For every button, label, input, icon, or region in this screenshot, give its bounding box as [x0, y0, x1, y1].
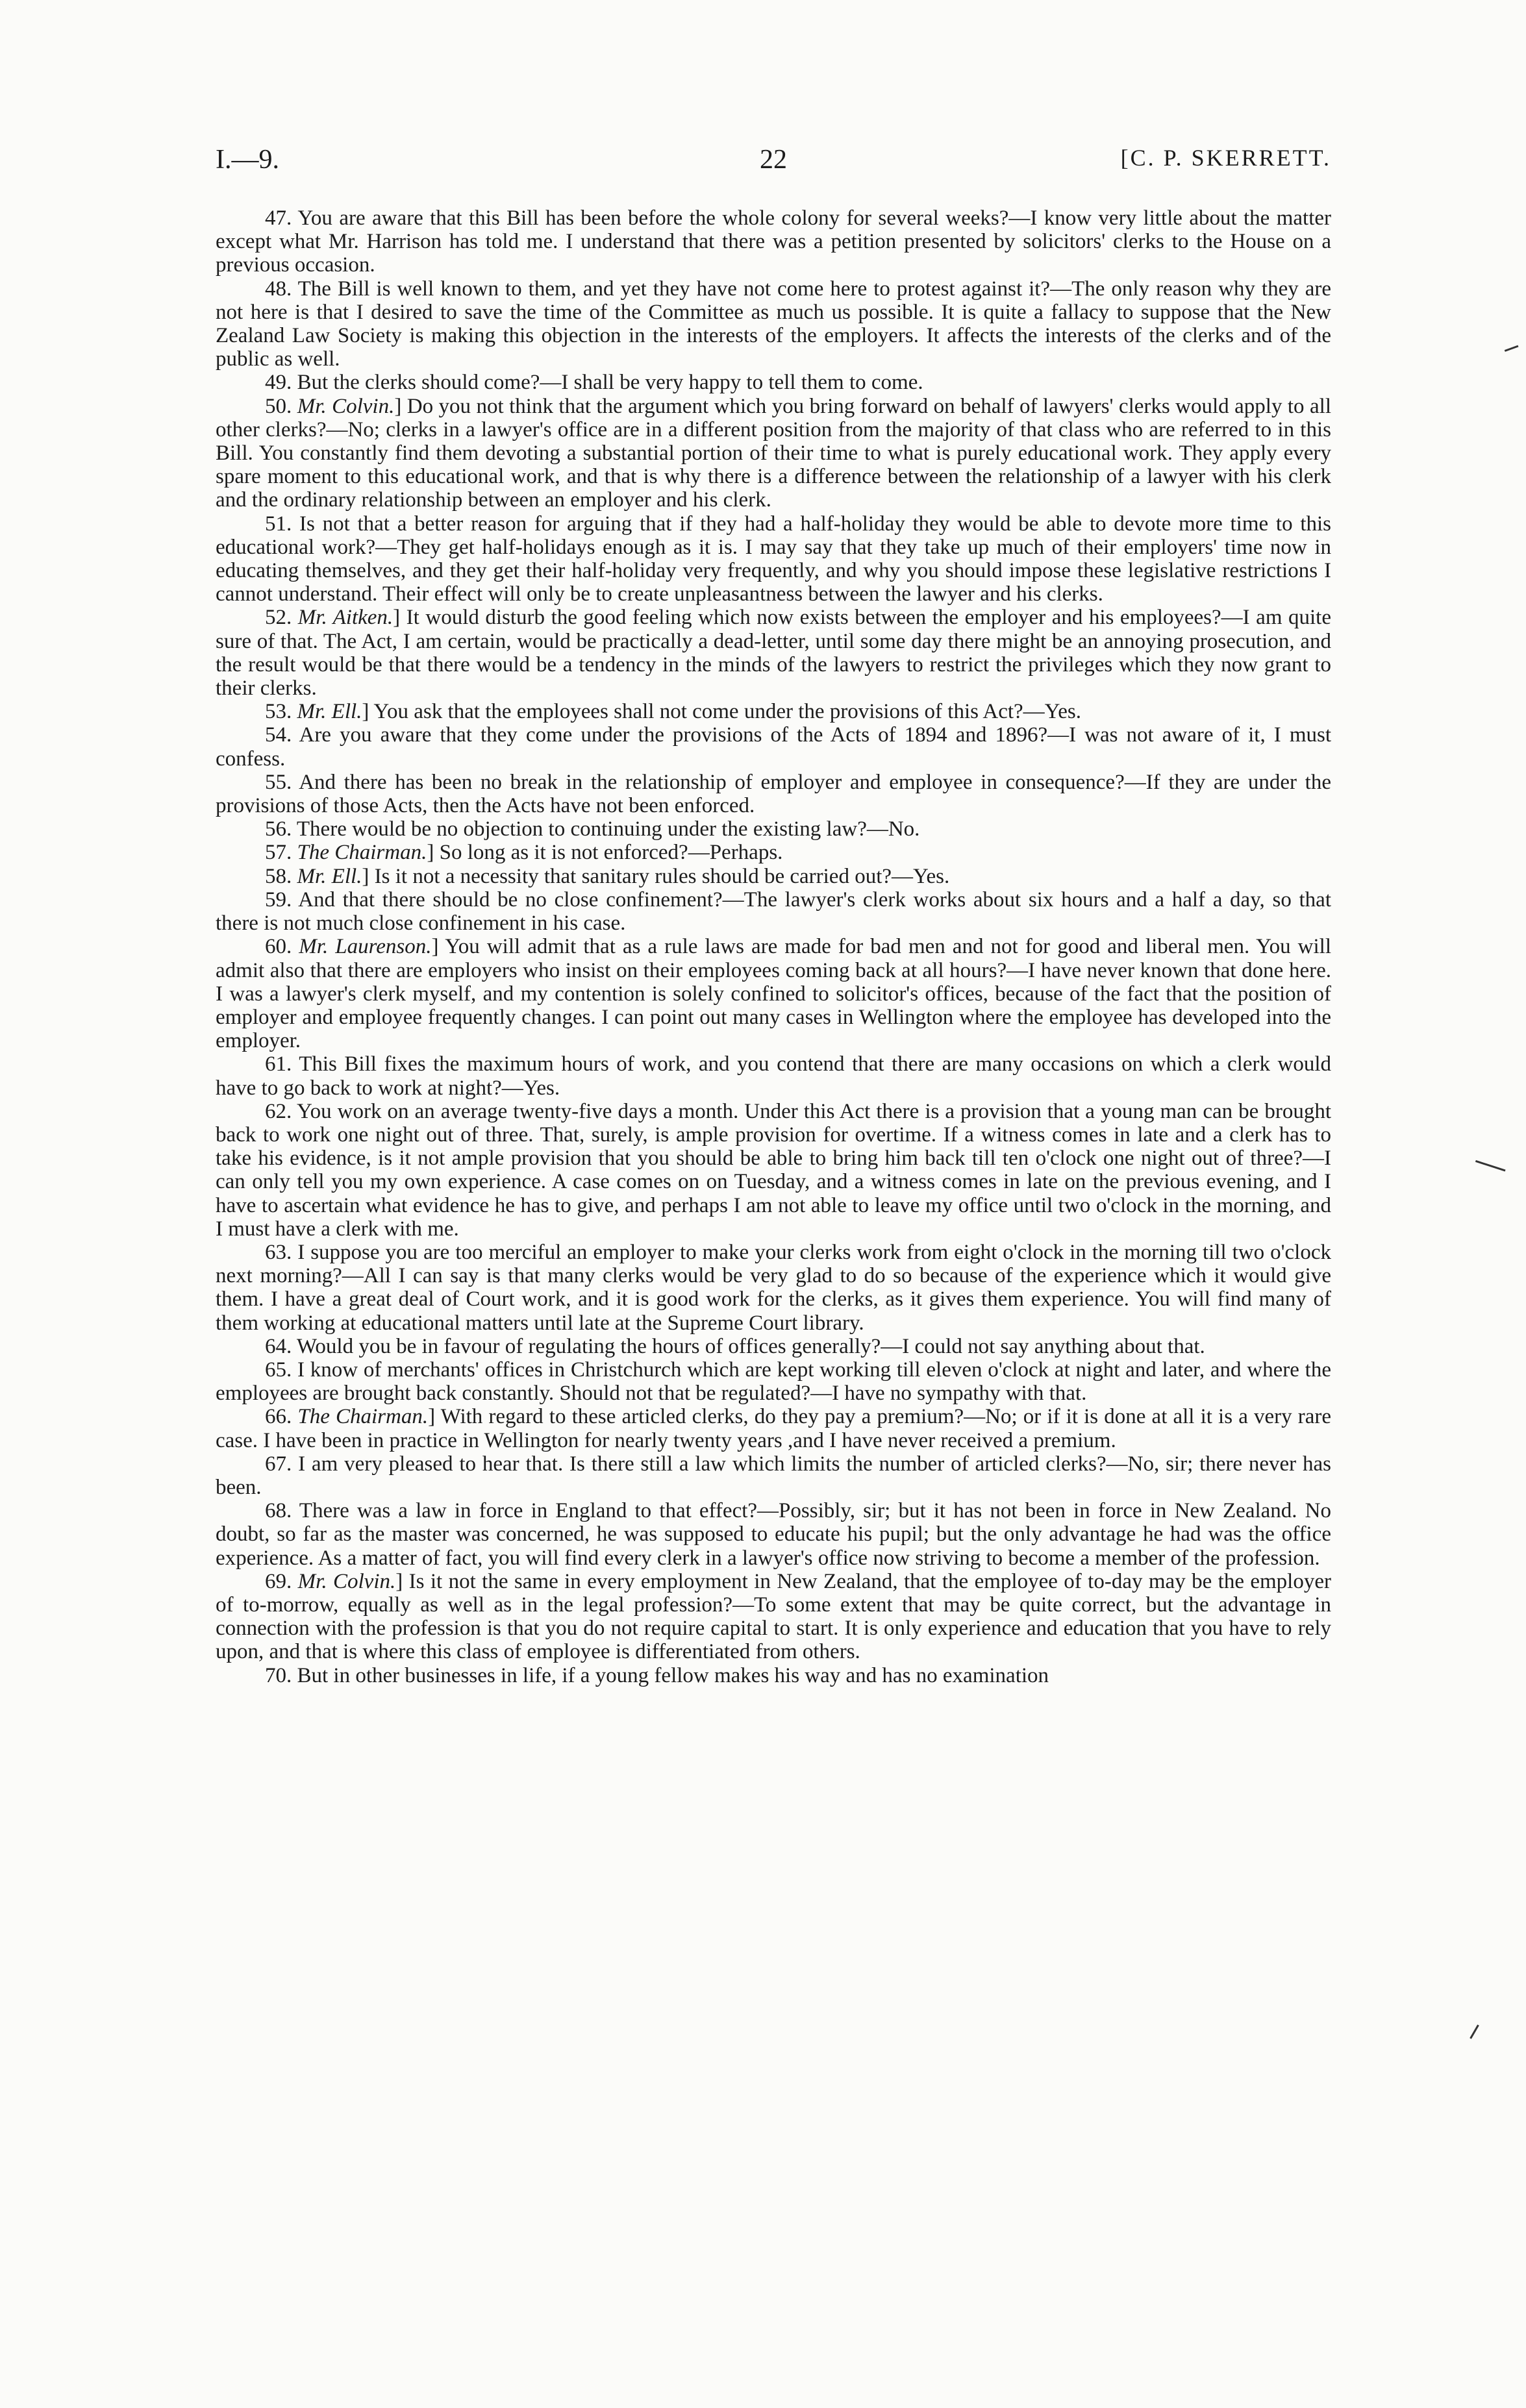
margin-mark [1473, 1160, 1505, 1176]
paragraph-text: ] So long as it is not enforced?—Perhaps. [427, 841, 783, 865]
question-answer-paragraph [216, 206, 1331, 277]
question-number: 66. [265, 1405, 298, 1429]
question-answer-paragraph [216, 512, 1331, 606]
paragraph-text: 63. I suppose you are too merciful an employer to make your clerks work from eight o'clock in the morning till two o'clock next morning?—All I can say is that many clerks would be very glad to do so because of the experience which it would give them. I have a great deal of Court work, and it is good work for the clerks, as it gives them experience. You will find many of them working at educational matters until late at the Supreme Court library. [216, 1240, 1331, 1335]
speaker-name: Mr. Ell. [297, 864, 362, 888]
question-answer-paragraph [216, 1335, 1331, 1358]
paragraph-text: 67. I am very pleased to hear that. Is there still a law which limits the number of articled clerks?—No, sir; there never has been. [216, 1452, 1331, 1499]
question-answer-paragraph [216, 1664, 1331, 1687]
paragraph-text: ] With regard to these articled clerks, do they pay a premium?—No; or if it is done at all it is a very rare case. I have been in practice in Wellington for nearly twenty years ,and I have never received a premium. [216, 1405, 1331, 1452]
question-answer-paragraph [216, 817, 1331, 841]
question-number: 52. [265, 606, 298, 630]
question-answer-paragraph [216, 1452, 1331, 1499]
speaker-name: The Chairman. [297, 841, 427, 865]
margin-mark [1470, 2024, 1484, 2041]
paragraph-text: 47. You are aware that this Bill has been before the whole colony for several weeks?—I know very little about the matter except what Mr. Harrison has told me. I understand that there was a petition presented by solicitors' clerks to the House on a previous occasion. [216, 206, 1331, 277]
question-answer-paragraph [216, 1241, 1331, 1335]
paragraph-text: ] Is it not a necessity that sanitary rules should be carried out?—Yes. [362, 864, 950, 888]
paragraph-text: 64. Would you be in favour of regulating the hours of offices generally?—I could not say anything about that. [265, 1334, 1205, 1358]
question-number: 57. [265, 841, 297, 865]
paragraph-text: 56. There would be no objection to continuing under the existing law?—No. [265, 817, 920, 841]
question-answer-paragraph [216, 371, 1331, 394]
paragraph-text: 61. This Bill fixes the maximum hours of work, and you contend that there are many occasions on which a clerk would have to go back to work at night?—Yes. [216, 1052, 1331, 1100]
question-answer-paragraph [216, 888, 1331, 935]
question-answer-paragraph [216, 700, 1331, 723]
paragraph-text: 68. There was a law in force in England to that effect?—Possibly, sir; but it has not been in force in New Zealand. No doubt, so far as the master was concerned, he was supposed to educate his pupil; but the only advantage he had was the office experience. As a matter of fact, you will find every clerk in a lawyer's office now striving to become a member of the profession. [216, 1499, 1331, 1570]
paragraph-text: 54. Are you aware that they come under the provisions of the Acts of 1894 and 1896?—I was not aware of it, I must confess. [216, 723, 1331, 771]
question-number: 60. [265, 935, 299, 959]
question-answer-paragraph [216, 395, 1331, 512]
question-answer-paragraph [216, 1052, 1331, 1099]
paragraph-text: 55. And there has been no break in the relationship of employer and employee in consequence?—If they are under the provisions of those Acts, then the Acts have not been enforced. [216, 770, 1331, 818]
paragraph-text: ] Is it not the same in every employment in New Zealand, that the employee of to-day may be the employer of to-morrow, equally as well as in the legal profession?—To some extent that may be quite correct, but the advantage in connection with the profession is that you do not require capital to start. It is only experience and education that you have to rely upon, and that is where this class of employee is differentiated from others. [216, 1569, 1331, 1664]
question-number: 58. [265, 864, 297, 888]
paragraph-text: 51. Is not that a better reason for arguing that if they had a half-holiday they would be able to devote more time to this educational work?—They get half-holidays enough as it is. I may say that they take up much of their employers' time now in educating themselves, and they get their half-holiday very frequently, and why you should impose these legislative restrictions I cannot understand. Their effect will only be to create unpleasantness between the lawyer and his clerks. [216, 512, 1331, 606]
speaker-name: The Chairman. [297, 1405, 429, 1429]
question-answer-paragraph [216, 606, 1331, 700]
speaker-name: Mr. Colvin. [297, 1569, 396, 1593]
paragraph-text: 59. And that there should be no close confinement?—The lawyer's clerk works about six hours and a half a day, so that there is not much close confinement in his case. [216, 887, 1331, 936]
question-answer-paragraph [216, 1358, 1331, 1405]
speaker-name: Mr. Laurenson. [299, 935, 432, 959]
paragraph-text: 49. But the clerks should come?—I shall be very happy to tell them to come. [265, 371, 923, 395]
question-answer-paragraph [216, 865, 1331, 888]
document-reference: I.—9. [216, 145, 279, 175]
paragraph-text: ] You ask that the employees shall not come under the provisions of this Act?—Yes. [362, 700, 1081, 724]
paragraph-text: 70. But in other businesses in life, if a young fellow makes his way and has no examination [265, 1663, 1049, 1687]
paragraph-text: ] It would disturb the good feeling which now exists between the employer and his employees?—I am quite sure of that. The Act, I am certain, would be practically a dead-letter, until some day there might be an annoying prosecution, and the result would be that there would be a tendency in the minds of the lawyers to restrict the privileges which they now grant to their clerks. [216, 606, 1331, 701]
paragraph-text: 48. The Bill is well known to them, and yet they have not come here to protest against it?—The only reason why they are not here is that I desired to save the time of the Committee as much us possible. It is quite a fallacy to suppose that the New Zealand Law Society is making this objection in the interests of the employers. It affects the interests of the clerks and of the public as well. [216, 277, 1331, 371]
paragraph-text: 65. I know of merchants' offices in Christchurch which are kept working till eleven o'clock at night and later, and where the employees are brought back constantly. Should not that be regulated?—I have no sympathy with that. [216, 1358, 1331, 1406]
question-answer-paragraph [216, 771, 1331, 817]
question-answer-paragraph [216, 935, 1331, 1052]
question-answer-paragraph [216, 723, 1331, 770]
speaker-name: Mr. Ell. [297, 700, 362, 724]
question-answer-paragraph [216, 1570, 1331, 1664]
question-answer-paragraph [216, 1499, 1331, 1570]
evidence-text [216, 206, 1331, 1687]
question-answer-paragraph [216, 277, 1331, 371]
margin-mark [1505, 345, 1520, 357]
paragraph-text: ] You will admit that as a rule laws are made for bad men and not for good and liberal men. You will admit also that there are employers who insist on their employees coming back at all hours?—I have never known that done here. I was a lawyer's clerk myself, and my contention is solely confined to solicitor's offices, because of the fact that the position of employer and employee frequently changes. I can point out many cases in Wellington where the employee has developed into the employer. [216, 935, 1332, 1053]
question-number: 50. [265, 394, 297, 418]
question-answer-paragraph [216, 1405, 1331, 1452]
page-header [216, 144, 1331, 183]
paragraph-text: ] Do you not think that the argument which you bring forward on behalf of lawyers' clerks would apply to all other clerks?—No; clerks in a lawyer's office are in a different position from the majority of that class who are referred to in this Bill. You constantly find them devoting a substantial portion of their time to what is purely educational work. They apply every spare moment to this educational work, and that is why there is a difference between the relationship of a lawyer with his clerk and the ordinary relationship between an employer and his clerk. [216, 394, 1331, 512]
question-answer-paragraph [216, 1100, 1331, 1241]
paragraph-text: 62. You work on an average twenty-five days a month. Under this Act there is a provision that a young man can be brought back to work one night out of three. That, surely, is ample provision for overtime. If a witness comes in late and a clerk has to take his evidence, is it not ample provision that you should be able to bring him back till ten o'clock one night out of three?—I can only tell you my own experience. A case comes on on Tuesday, and a witness comes in late on the previous evening, and I have to ascertain what evidence he has to give, and perhaps I am not able to leave my office until two o'clock in the morning, and I must have a clerk with me. [216, 1099, 1331, 1241]
question-number: 53. [265, 700, 297, 724]
page-number: 22 [760, 145, 787, 175]
question-number: 69. [265, 1569, 298, 1593]
speaker-name: Mr. Colvin. [297, 394, 395, 418]
question-answer-paragraph [216, 841, 1331, 864]
speaker-name: Mr. Aitken. [297, 606, 394, 630]
witness-name: [C. P. SKERRETT. [1120, 145, 1331, 171]
